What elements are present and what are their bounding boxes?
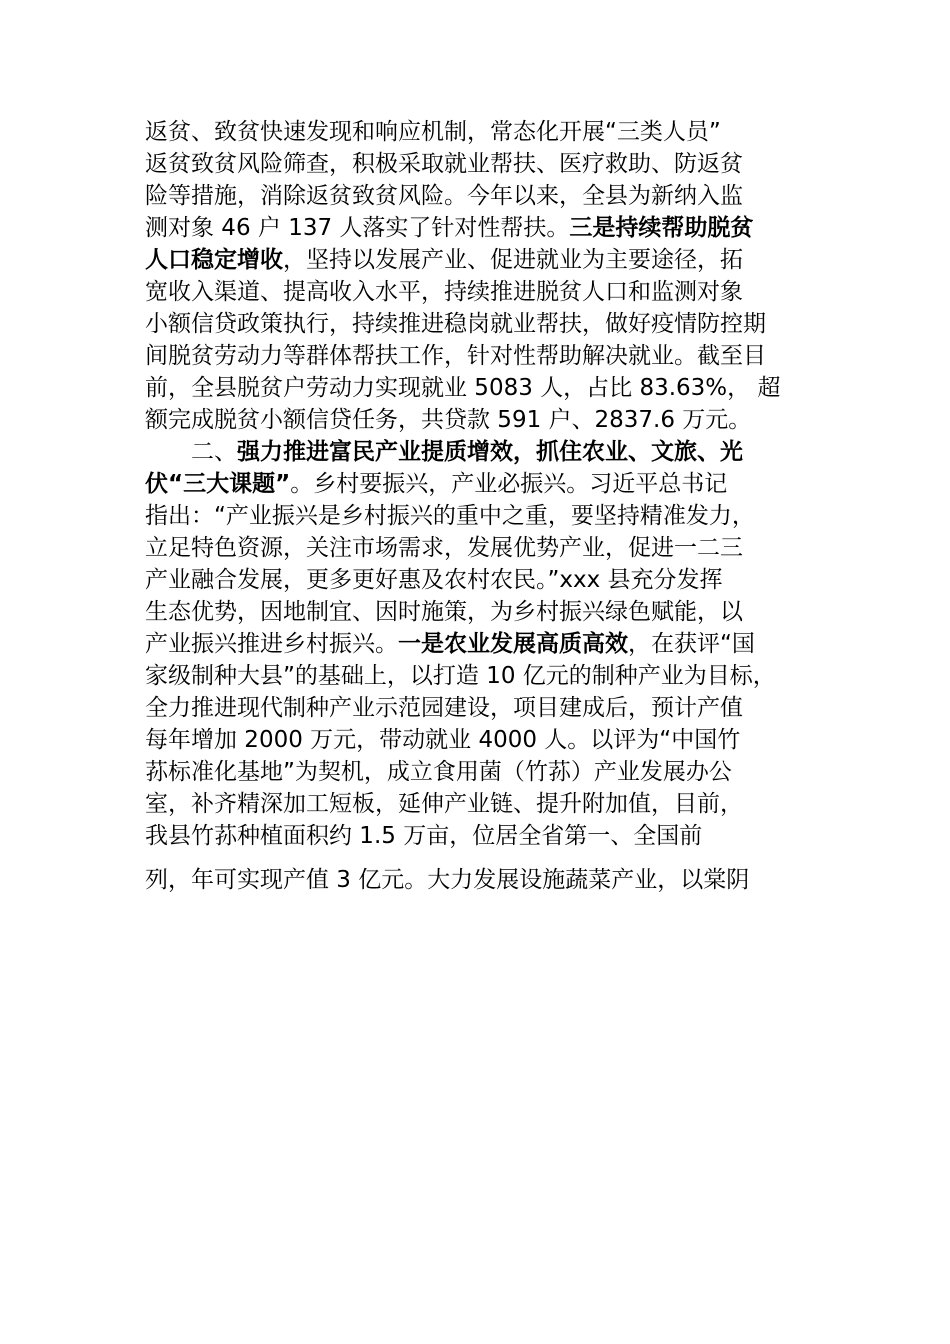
text-line <box>145 276 815 308</box>
bold-text-segment: 人口稳定增收 <box>145 247 283 273</box>
text-segment: 返贫致贫风险筛查，积极采取就业帮扶、医疗救助、防返贫 <box>145 151 743 177</box>
text-segment: 险等措施，消除返贫致贫风险。今年以来，全县为新纳入监 <box>145 183 743 209</box>
text-segment: 室，补齐精深加工短板，延伸产业链、提升附加值，目前， <box>145 791 743 817</box>
text-segment: 生态优势，因地制宜、因时施策，为乡村振兴绿色赋能，以 <box>145 599 743 625</box>
text-line <box>145 212 815 244</box>
text-line <box>145 308 815 340</box>
text-line <box>145 820 815 852</box>
text-segment: 。乡村要振兴，产业必振兴。习近平总书记 <box>290 471 728 497</box>
text-segment: 测对象 46 户 137 人落实了针对性帮扶。 <box>145 215 570 241</box>
text-segment: 宽收入渠道、提高收入水平，持续推进脱贫人口和监测对象 <box>145 279 743 305</box>
text-line <box>145 692 815 724</box>
text-segment: 指出：“产业振兴是乡村振兴的重中之重，要坚持精准发力， <box>145 503 755 529</box>
text-segment: 小额信贷政策执行，持续推进稳岗就业帮扶，做好疫情防控期 <box>145 311 766 337</box>
text-line <box>145 596 815 628</box>
text-line <box>145 532 815 564</box>
text-line <box>145 628 815 660</box>
text-segment: 我县竹荪种植面积约 1.5 万亩，位居全省第一、全国前 <box>145 823 703 849</box>
text-segment: 全力推进现代制种产业示范园建设，项目建成后，预计产值 <box>145 695 743 721</box>
text-line <box>145 244 815 276</box>
text-line <box>145 340 815 372</box>
text-line <box>145 404 815 436</box>
text-line <box>145 372 815 404</box>
text-segment: 产业振兴推进乡村振兴。 <box>145 631 398 657</box>
text-line <box>145 864 815 896</box>
text-line <box>145 788 815 820</box>
text-segment: 家级制种大县”的基础上，以打造 10 亿元的制种产业为目标， <box>145 663 776 689</box>
text-line <box>145 116 815 148</box>
text-line <box>145 564 815 596</box>
text-segment: 列，年可实现产值 3 亿元。大力发展设施蔬菜产业，以棠阴 <box>145 867 750 893</box>
text-line <box>145 660 815 692</box>
text-line <box>145 436 815 468</box>
text-segment: ，在获评“国 <box>628 631 755 657</box>
text-line <box>145 724 815 756</box>
bold-text-segment: 伏“三大课题” <box>145 471 291 497</box>
bold-text-segment: 强力推进富民产业提质增效，抓住农业、文旅、光 <box>237 439 743 465</box>
bold-text-segment: 三是持续帮助脱贫 <box>569 215 754 241</box>
text-segment: 间脱贫劳动力等群体帮扶工作，针对性帮助解决就业。截至目 <box>145 343 766 369</box>
text-segment: 返贫、致贫快速发现和响应机制，常态化开展“三类人员” <box>145 119 721 145</box>
text-segment: 二、 <box>145 439 237 465</box>
document-body-text <box>145 116 815 896</box>
text-segment: 荪标准化基地”为契机，成立食用菌（竹荪）产业发展办公 <box>145 759 732 785</box>
text-segment: 产业融合发展，更多更好惠及农村农民。”xxx 县充分发挥 <box>145 567 723 593</box>
bold-text-segment: 一是农业发展高质高效 <box>398 631 628 657</box>
text-line <box>145 756 815 788</box>
text-segment: ，坚持以发展产业、促进就业为主要途径，拓 <box>283 247 743 273</box>
text-line <box>145 180 815 212</box>
text-line <box>145 500 815 532</box>
text-segment: 每年增加 2000 万元，带动就业 4000 人。以评为“中国竹 <box>145 727 741 753</box>
text-segment: 额完成脱贫小额信贷任务，共贷款 591 户、2837.6 万元。 <box>145 407 752 433</box>
text-line <box>145 468 815 500</box>
text-line <box>145 148 815 180</box>
text-segment: 前，全县脱贫户劳动力实现就业 5083 人，占比 83.63%， 超 <box>145 375 781 401</box>
text-segment: 立足特色资源，关注市场需求，发展优势产业，促进一二三 <box>145 535 743 561</box>
